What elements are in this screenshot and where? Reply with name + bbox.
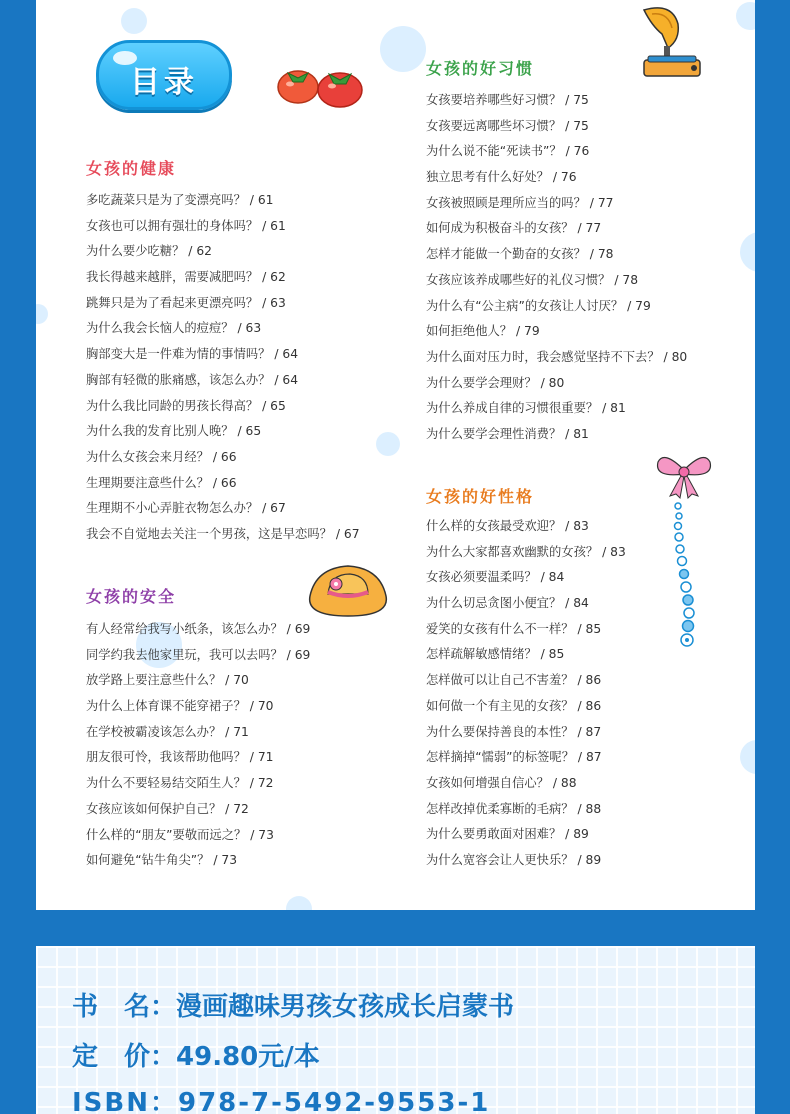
section-title-character: 女孩的好性格: [426, 487, 535, 506]
toc-item[interactable]: 如何成为积极奋斗的女孩？ / 77: [426, 221, 602, 236]
toc-item[interactable]: 为什么我会长恼人的痘痘？ / 63: [86, 321, 262, 336]
toc-item[interactable]: 女孩应该养成哪些好的礼仪习惯？ / 78: [426, 272, 639, 287]
toc-item[interactable]: 女孩被照顾是理所应当的吗？ / 77: [426, 195, 614, 210]
health-list: [86, 188, 360, 548]
bubble-decoration: [380, 26, 426, 72]
price-row: [72, 1036, 320, 1073]
toc-item[interactable]: 怎样摘掉“懦弱”的标签呢？ / 87: [426, 750, 602, 765]
isbn-row: [72, 1082, 490, 1114]
toc-item[interactable]: 我长得越来越胖，需要减肥吗？ / 62: [86, 270, 286, 285]
toc-item[interactable]: 为什么要学会理性消费？ / 81: [426, 426, 589, 441]
toc-item[interactable]: 怎样做可以让自己不害羞？ / 86: [426, 673, 602, 688]
section-title-safety: 女孩的安全: [86, 587, 177, 606]
toc-item[interactable]: 有人经常给我写小纸条，该怎么办？ / 69: [86, 622, 311, 636]
sun-hat-icon: [306, 560, 390, 620]
toc-item[interactable]: 为什么要少吃糖？ / 62: [86, 244, 212, 259]
bubble-decoration: [36, 304, 48, 324]
toc-item[interactable]: 同学约我去他家里玩，我可以去吗？ / 69: [86, 647, 311, 662]
toc-page: [36, 0, 755, 910]
bow-icon: [654, 450, 714, 500]
book-name-label: 书 名：: [72, 992, 177, 1022]
toc-item[interactable]: 为什么要学会理财？ / 80: [426, 375, 565, 390]
toc-item[interactable]: 在学校被霸凌该怎么办？ / 71: [86, 724, 249, 739]
bubble-decoration: [121, 8, 147, 34]
toc-item[interactable]: 多吃蔬菜只是为了变漂亮吗？ / 61: [86, 193, 274, 207]
toc-item[interactable]: 为什么切忌贪图小便宜？ / 84: [426, 596, 589, 611]
toc-item[interactable]: 为什么我的发育比别人晚？ / 65: [86, 424, 262, 439]
toc-item[interactable]: 胸部有轻微的胀痛感，该怎么办？ / 64: [86, 372, 299, 387]
toc-item[interactable]: 为什么面对压力时，我会感觉坚持不下去？ / 80: [426, 349, 688, 364]
toc-item[interactable]: 为什么宽容会让人更快乐？ / 89: [426, 852, 602, 867]
toc-item[interactable]: 为什么我比同龄的男孩长得高？ / 65: [86, 398, 286, 413]
bubble-decoration: [736, 2, 755, 30]
toc-item[interactable]: 跳舞只是为了看起来更漂亮吗？ / 63: [86, 295, 286, 310]
toc-item[interactable]: 如何做一个有主见的女孩？ / 86: [426, 698, 602, 713]
character-list: [426, 514, 626, 874]
book-name-row: [72, 986, 514, 1023]
isbn-value: 978-7-5492-9553-1: [177, 1088, 491, 1114]
toc-title: 目录: [130, 65, 198, 100]
bubble-decoration: [740, 740, 755, 774]
toc-item[interactable]: 什么样的“朋友”要敬而远之？ / 73: [86, 827, 274, 842]
toc-item[interactable]: 胸部变大是一件难为情的事情吗？ / 64: [86, 347, 299, 362]
toc-item[interactable]: 怎样改掉优柔寡断的毛病？ / 88: [426, 801, 602, 816]
toc-item[interactable]: 为什么说不能“死读书”？ / 76: [426, 144, 590, 159]
bubble-decoration: [376, 432, 400, 456]
toc-item[interactable]: 女孩也可以拥有强壮的身体吗？ / 61: [86, 218, 286, 233]
book-name-value: 漫画趣味男孩女孩成长启蒙书: [176, 992, 515, 1022]
toc-title-badge: [96, 40, 232, 110]
toc-item[interactable]: 生理期要注意些什么？ / 66: [86, 475, 237, 490]
book-info-panel: [36, 946, 755, 1114]
toc-item[interactable]: 我会不自觉地去关注一个男孩，这是早恋吗？ / 67: [86, 526, 360, 541]
toc-item[interactable]: 爱笑的女孩有什么不一样？ / 85: [426, 621, 602, 636]
toc-item[interactable]: 为什么大家都喜欢幽默的女孩？ / 83: [426, 544, 626, 559]
toc-item[interactable]: 女孩如何增强自信心？ / 88: [426, 775, 577, 790]
toc-item[interactable]: 如何避免“钻牛角尖”？ / 73: [86, 853, 238, 868]
toc-item[interactable]: 为什么要保持善良的本性？ / 87: [426, 724, 602, 739]
price-label: 定 价：: [72, 1042, 177, 1072]
toc-item[interactable]: 什么样的女孩最受欢迎？ / 83: [426, 519, 589, 533]
bubbles-icon: [666, 500, 706, 660]
bubble-decoration: [740, 232, 755, 272]
section-title-health: 女孩的健康: [86, 159, 177, 178]
toc-item[interactable]: 女孩应该如何保护自己？ / 72: [86, 801, 249, 816]
toc-item[interactable]: 如何拒绝他人？ / 79: [426, 324, 540, 339]
toc-item[interactable]: 为什么女孩会来月经？ / 66: [86, 449, 237, 464]
price-value: 49.80元/本: [176, 1042, 320, 1072]
toc-item[interactable]: 为什么有“公主病”的女孩让人讨厌？ / 79: [426, 298, 651, 313]
toc-item[interactable]: 朋友很可怜，我该帮助他吗？ / 71: [86, 750, 274, 765]
persimmon-icon: [276, 60, 366, 108]
toc-item[interactable]: 为什么养成自律的习惯很重要？ / 81: [426, 401, 626, 416]
toc-item[interactable]: 为什么上体育课不能穿裙子？ / 70: [86, 699, 274, 714]
toc-item[interactable]: 生理期不小心弄脏衣物怎么办？ / 67: [86, 501, 286, 516]
bubble-decoration: [286, 896, 312, 910]
toc-item[interactable]: 怎样才能做一个勤奋的女孩？ / 78: [426, 247, 614, 262]
toc-item[interactable]: 放学路上要注意些什么？ / 70: [86, 673, 249, 688]
gramophone-icon: [634, 4, 710, 88]
toc-item[interactable]: 女孩要远离哪些坏习惯？ / 75: [426, 118, 589, 133]
toc-item[interactable]: 女孩要培养哪些好习惯？ / 75: [426, 93, 589, 107]
toc-item[interactable]: 怎样疏解敏感情绪？ / 85: [426, 647, 565, 662]
isbn-label: ISBN：: [72, 1088, 178, 1114]
safety-list: [86, 617, 310, 874]
toc-item[interactable]: 独立思考有什么好处？ / 76: [426, 170, 577, 185]
section-title-habits: 女孩的好习惯: [426, 59, 535, 78]
habits-list: [426, 88, 687, 448]
toc-item[interactable]: 为什么不要轻易结交陌生人？ / 72: [86, 776, 274, 791]
toc-item[interactable]: 女孩必须要温柔吗？ / 84: [426, 570, 565, 585]
toc-item[interactable]: 为什么要勇敢面对困难？ / 89: [426, 827, 589, 842]
